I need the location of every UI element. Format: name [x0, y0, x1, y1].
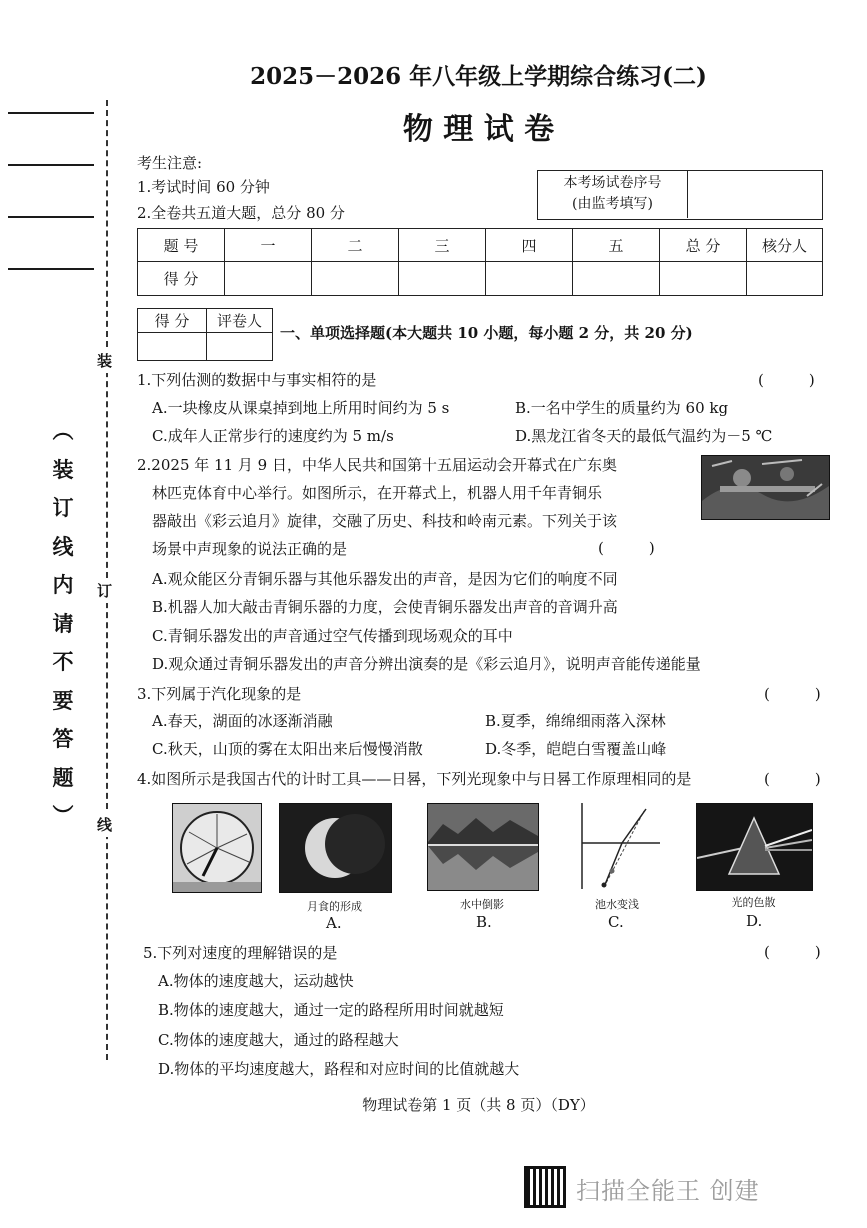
score-cell[interactable] — [660, 262, 747, 296]
serial-label-line2: (由监考填写) — [572, 196, 653, 212]
notice-char: 不 — [52, 649, 74, 674]
bind-mark-ding: 订 — [97, 578, 112, 603]
q5-answer-paren[interactable]: ( ) — [764, 943, 821, 961]
page-footer: 物理试卷第 1 页（共 8 页）（DY） — [362, 1096, 595, 1114]
score-table — [137, 228, 823, 296]
score-table-header-cell: 总 分 — [660, 229, 747, 262]
grader-name-cell[interactable] — [207, 333, 273, 361]
score-cell[interactable] — [312, 262, 399, 296]
score-cell[interactable] — [573, 262, 660, 296]
q4-option-a-label[interactable]: A. — [326, 914, 342, 932]
score-table-header-cell: 题 号 — [138, 229, 225, 262]
q4-image-b-caption: 水中倒影 — [460, 898, 504, 911]
notice-char: 答 — [52, 726, 74, 751]
q1-option-a: A.一块橡皮从课桌掉到地上所用时间约为 5 s — [152, 399, 450, 417]
q3-stem: 3.下列属于汽化现象的是 — [137, 685, 302, 703]
serial-number-field[interactable] — [690, 171, 820, 218]
score-cell[interactable] — [225, 262, 312, 296]
q4-option-d-label[interactable]: D. — [746, 912, 763, 930]
prism-photo — [696, 803, 813, 891]
section1-title: 一、单项选择题(本大题共 10 小题，每小题 2 分，共 20 分) — [280, 324, 693, 342]
q2-answer-paren[interactable]: ( ) — [598, 539, 655, 557]
notice-char: 请 — [52, 610, 74, 636]
q4-image-a-caption: 月食的形成 — [307, 900, 362, 913]
grader-score-cell[interactable] — [138, 333, 207, 361]
grader-table — [137, 308, 273, 361]
q4-answer-paren[interactable]: ( ) — [764, 770, 821, 788]
grader-score-header: 得 分 — [138, 309, 207, 333]
q5-option-b: B.物体的速度越大，通过一定的路程所用时间就越短 — [158, 1001, 504, 1019]
grader-name-header: 评卷人 — [207, 309, 273, 333]
q2-stem-line-1: 2.2025 年 11 月 9 日，中华人民共和国第十五届运动会开幕式在广东奥 — [137, 456, 617, 474]
q3-option-a: A.春天，湖面的冰逐渐消融 — [152, 712, 333, 730]
q4-stem: 4.如图所示是我国古代的计时工具——日晷，下列光现象中与日晷工作原理相同的是 — [137, 770, 692, 788]
score-cell[interactable] — [486, 262, 573, 296]
score-table-header-cell: 一 — [225, 229, 312, 262]
notice-char: ︶ — [52, 803, 74, 828]
bind-mark-zhuang: 装 — [97, 348, 112, 373]
refraction-diagram — [574, 803, 660, 889]
q2-option-b: B.机器人加大敲击青铜乐器的力度，会使青铜乐器发出声音的音调升高 — [152, 598, 618, 616]
notes-item-2: 2.全卷共五道大题，总分 80 分 — [137, 204, 345, 222]
score-cell[interactable] — [399, 262, 486, 296]
notice-char: 内 — [52, 572, 74, 597]
q1-answer-paren[interactable]: ( ) — [758, 371, 815, 389]
name-blank-line-3 — [8, 216, 94, 218]
notes-item-1: 1.考试时间 60 分钟 — [137, 178, 270, 196]
score-table-header-cell: 五 — [573, 229, 660, 262]
q2-option-d: D.观众通过青铜乐器发出的声音分辨出演奏的是《彩云追月》，说明声音能传递能量 — [152, 655, 701, 673]
notice-char: 要 — [52, 687, 74, 713]
q4-image-d-caption: 光的色散 — [731, 896, 776, 909]
q1-stem: 1.下列估测的数据中与事实相符的是 — [137, 371, 377, 389]
q1-option-c: C.成年人正常步行的速度约为 5 m/s — [152, 427, 394, 445]
serial-label-line1: 本考场试卷序号 — [563, 175, 662, 191]
q1-option-d: D.黑龙江省冬天的最低气温约为－5 ℃ — [515, 427, 773, 445]
bind-mark-xian: 线 — [97, 812, 112, 837]
q5-option-d: D.物体的平均速度越大，路程和对应时间的比值就越大 — [158, 1060, 520, 1078]
q2-option-c: C.青铜乐器发出的声音通过空气传播到现场观众的耳中 — [152, 627, 513, 645]
q3-option-b: B.夏季，绵绵细雨落入深林 — [485, 712, 666, 730]
notice-char: ︵ — [52, 418, 74, 443]
qr-code-icon — [524, 1166, 566, 1208]
q5-stem: 5.下列对速度的理解错误的是 — [143, 944, 338, 962]
exam-title: 2025－2026 年八年级上学期综合练习(二) — [250, 63, 707, 90]
score-table-header-cell: 四 — [486, 229, 573, 262]
eclipse-photo — [279, 803, 392, 893]
q5-option-c: C.物体的速度越大，通过的路程越大 — [158, 1031, 399, 1049]
q4-option-b-label[interactable]: B. — [476, 913, 492, 931]
q5-option-a: A.物体的速度越大，运动越快 — [158, 972, 354, 990]
sundial-photo — [172, 803, 262, 893]
scanner-watermark: 扫描全能王 创建 — [576, 1177, 760, 1205]
q2-option-a: A.观众能区分青铜乐器与其他乐器发出的声音，是因为它们的响度不同 — [152, 570, 618, 588]
water-reflection-photo — [427, 803, 539, 891]
name-blank-line-2 — [8, 164, 94, 166]
q4-option-c-label[interactable]: C. — [608, 913, 624, 931]
q3-answer-paren[interactable]: ( ) — [764, 685, 821, 703]
robot-bronze-instrument-photo — [701, 455, 830, 520]
q4-image-c-caption: 池水变浅 — [595, 898, 639, 911]
score-table-header-cell: 核分人 — [747, 229, 823, 262]
score-cell[interactable] — [747, 262, 823, 296]
serial-label-cell — [538, 171, 688, 218]
score-table-header-cell: 二 — [312, 229, 399, 262]
notice-char: 线 — [52, 533, 74, 559]
binding-notice — [48, 412, 78, 836]
notice-char: 题 — [52, 764, 74, 790]
name-blank-line-4 — [8, 268, 94, 270]
q2-stem-line-2: 林匹克体育中心举行。如图所示，在开幕式上，机器人用千年青铜乐 — [152, 484, 603, 502]
q1-option-b: B.一名中学生的质量约为 60 kg — [515, 399, 729, 417]
q3-option-d: D.冬季，皑皑白雪覆盖山峰 — [485, 740, 667, 758]
score-table-header-cell: 三 — [399, 229, 486, 262]
serial-number-box — [537, 170, 823, 220]
notice-char: 装 — [52, 456, 74, 482]
q2-stem-line-3: 器敲出《彩云追月》旋律，交融了历史、科技和岭南元素。下列关于该 — [152, 512, 618, 530]
notes-heading: 考生注意: — [137, 154, 203, 172]
q3-option-c: C.秋天，山顶的雾在太阳出来后慢慢消散 — [152, 740, 423, 758]
notice-char: 订 — [52, 495, 74, 520]
exam-subject: 物 理 试 卷 — [402, 112, 555, 147]
score-table-row-label: 得 分 — [138, 262, 225, 296]
q2-stem-line-4: 场景中声现象的说法正确的是 — [152, 540, 348, 558]
